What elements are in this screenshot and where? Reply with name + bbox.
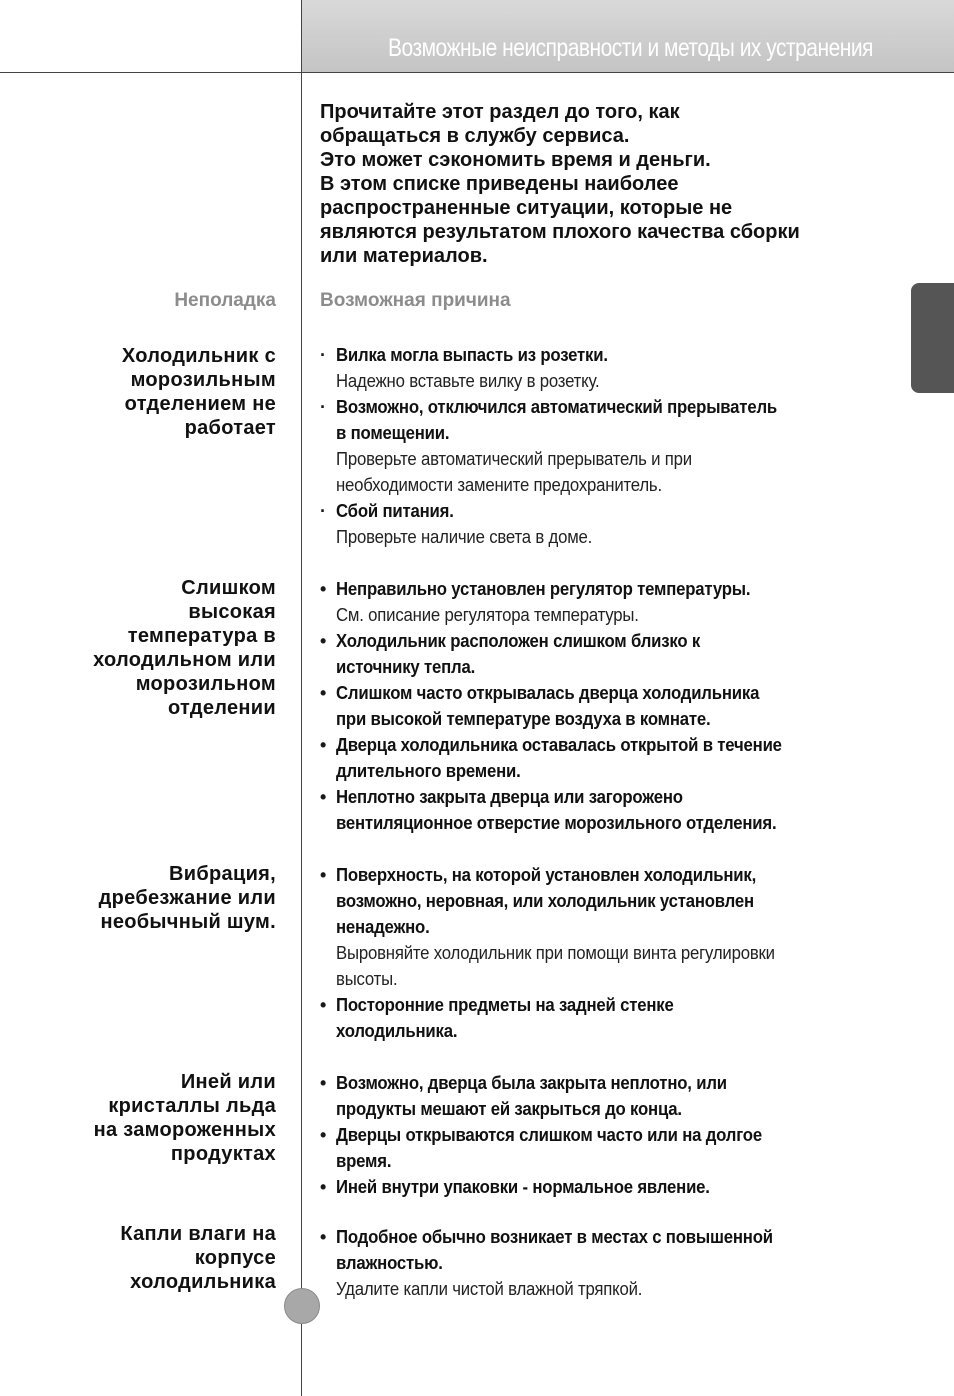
cause-text: влажностью. [336, 1253, 443, 1273]
remedy-text: высоты. [336, 969, 398, 989]
cause-text: Неправильно установлен регулятор температуры. [336, 579, 751, 599]
section-tab [911, 283, 954, 393]
problem-label [122, 344, 276, 440]
bullet-icon: • [320, 995, 327, 1015]
cause-text: Холодильник расположен слишком близко к [336, 631, 701, 651]
remedy-text: Надежно вставьте вилку в розетку. [336, 371, 600, 391]
remedy-text: Проверьте наличие света в доме. [336, 527, 593, 547]
cause-item [320, 576, 880, 628]
page-title: Возможные неисправности и методы их устранения [388, 34, 873, 62]
cause-text: продукты мешают ей закрыться до конца. [336, 1099, 682, 1119]
cause-list [320, 342, 880, 550]
cause-item [320, 992, 880, 1044]
intro-line: распространенные ситуации, которые не [320, 197, 733, 219]
cause-text: длительного времени. [336, 761, 521, 781]
cause-text: Возможно, дверца была закрыта неплотно, или [336, 1073, 727, 1093]
problem-line: холодильном или [93, 649, 276, 671]
cause-text: время. [336, 1151, 392, 1171]
cause-text: Возможно, отключился автоматический прерыватель [336, 397, 778, 417]
remedy-text: необходимости замените предохранитель. [336, 475, 662, 495]
remedy-text: Выровняйте холодильник при помощи винта регулировки [336, 943, 775, 963]
cause-item [320, 862, 880, 992]
bullet-icon: · [320, 345, 326, 365]
problem-line: Вибрация, [169, 863, 276, 885]
cause-text: Дверцы открываются слишком часто или на долгое [336, 1125, 762, 1145]
intro-line: обращаться в службу сервиса. [320, 125, 630, 147]
problem-line: на замороженных [93, 1119, 276, 1141]
problem-line: холодильника [130, 1271, 276, 1293]
cause-text: источнику тепла. [336, 657, 476, 677]
cause-text: Вилка могла выпасть из розетки. [336, 345, 608, 365]
problem-line: высокая [188, 601, 276, 623]
cause-list [320, 1224, 880, 1302]
problem-line: морозильным [130, 369, 276, 391]
remedy-text: См. описание регулятора температуры. [336, 605, 639, 625]
cause-text: при высокой температуре воздуха в комнате. [336, 709, 711, 729]
problem-label [93, 576, 276, 720]
intro-line: В этом списке приведены наиболее [320, 173, 679, 195]
cause-text: Посторонние предметы на задней стенке [336, 995, 674, 1015]
page-number-circle [284, 1288, 320, 1324]
intro-line: Прочитайте этот раздел до того, как [320, 101, 680, 123]
problem-line: необычный шум. [100, 911, 276, 933]
problem-line: дребезжание или [98, 887, 276, 909]
problem-line: морозильном [135, 673, 276, 695]
cause-text: холодильника. [336, 1021, 458, 1041]
bullet-icon: · [320, 397, 326, 417]
cause-text: Иней внутри упаковки - нормальное явление. [336, 1177, 710, 1197]
cause-item [320, 1224, 880, 1302]
cause-list [320, 576, 880, 836]
remedy-text: Удалите капли чистой влажной тряпкой. [336, 1279, 643, 1299]
cause-text: Неплотно закрыта дверца или загорожено [336, 787, 683, 807]
cause-text: ненадежно. [336, 917, 430, 937]
problem-line: корпусе [194, 1247, 276, 1269]
problem-line: Слишком [181, 577, 276, 599]
problem-line: продуктах [170, 1143, 276, 1165]
cause-item [320, 498, 880, 550]
bullet-icon: · [320, 501, 326, 521]
cause-item [320, 680, 880, 732]
intro-line: или материалов. [320, 245, 488, 267]
cause-text: Сбой питания. [336, 501, 454, 521]
cause-column-header: Возможная причина [320, 290, 511, 311]
intro-text [320, 100, 880, 268]
bullet-icon: • [320, 683, 327, 703]
cause-text: Поверхность, на которой установлен холодильник, [336, 865, 757, 885]
cause-item [320, 732, 880, 784]
bullet-icon: • [320, 631, 327, 651]
cause-item [320, 628, 880, 680]
cause-item [320, 1122, 880, 1174]
problem-column-header: Неполадка [174, 290, 276, 311]
bullet-icon: • [320, 1125, 327, 1145]
problem-line: отделении [167, 697, 276, 719]
problem-line: Капли влаги на [120, 1223, 276, 1245]
bullet-icon: • [320, 579, 327, 599]
intro-line: являются результатом плохого качества сборки [320, 221, 800, 243]
problem-label [120, 1222, 276, 1294]
problem-line: работает [184, 417, 276, 439]
cause-item [320, 1070, 880, 1122]
cause-item [320, 394, 880, 498]
problem-line: кристаллы льда [108, 1095, 276, 1117]
cause-text: Подобное обычно возникает в местах с повышенной [336, 1227, 773, 1247]
cause-text: Дверца холодильника оставалась открытой в течение [336, 735, 782, 755]
header-divider [0, 72, 954, 73]
problem-line: Холодильник с [121, 345, 276, 367]
problem-line: температура в [127, 625, 276, 647]
problem-label [94, 1070, 276, 1166]
bullet-icon: • [320, 787, 327, 807]
bullet-icon: • [320, 1177, 327, 1197]
cause-text: Слишком часто открывалась дверца холодильника [336, 683, 760, 703]
column-divider [301, 0, 302, 1396]
bullet-icon: • [320, 735, 327, 755]
cause-text: возможно, неровная, или холодильник установлен [336, 891, 754, 911]
cause-item [320, 342, 880, 394]
cause-list [320, 1070, 880, 1200]
bullet-icon: • [320, 865, 327, 885]
bullet-icon: • [320, 1227, 327, 1247]
bullet-icon: • [320, 1073, 327, 1093]
problem-line: отделением не [124, 393, 276, 415]
cause-item [320, 1174, 880, 1200]
remedy-text: Проверьте автоматический прерыватель и при [336, 449, 692, 469]
cause-item [320, 784, 880, 836]
cause-text: вентиляционное отверстие морозильного отделения. [336, 813, 777, 833]
problem-line: Иней или [180, 1071, 276, 1093]
cause-text: в помещении. [336, 423, 450, 443]
problem-label [99, 862, 276, 934]
intro-line: Это может сэкономить время и деньги. [320, 149, 711, 171]
cause-list [320, 862, 880, 1044]
